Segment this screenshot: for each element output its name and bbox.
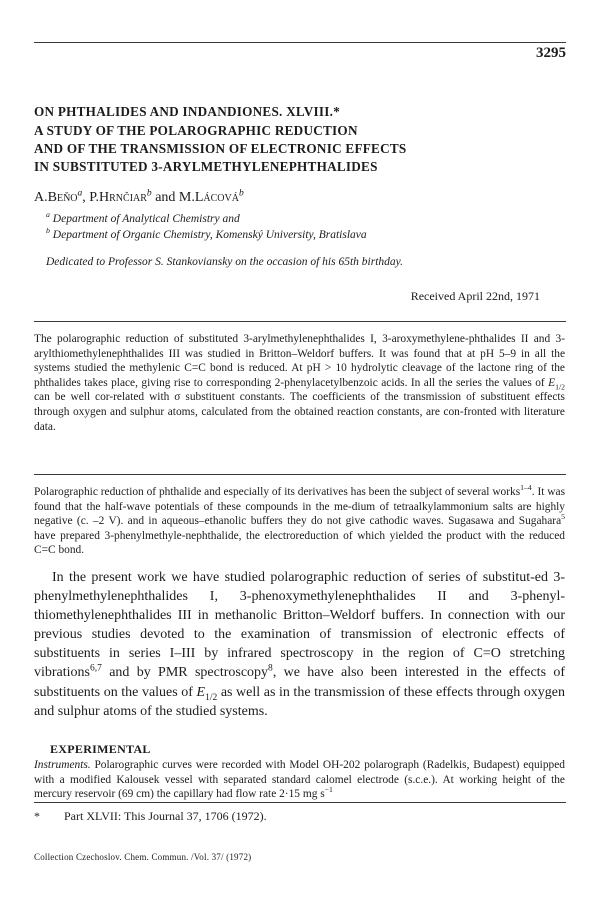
intro-paragraph-2 xyxy=(34,568,565,721)
abstract xyxy=(34,332,565,434)
intro-1-ref-2: 5 xyxy=(561,512,565,522)
intro-2-text-2: and by PMR spectroscopy xyxy=(101,665,269,681)
intro-1-text-3: have prepared 3-phenylmethyle-nephthalide, the electroreduction of which yielded the product with the reduced C=C bond. xyxy=(34,529,565,557)
author-2-name: Hrnčiar xyxy=(99,190,147,205)
title-line-1: ON PHTHALIDES AND INDANDIONES. XLVIII.* xyxy=(34,104,341,119)
author-2-affil-mark: b xyxy=(146,188,152,199)
title-line-4: IN SUBSTITUTED 3-ARYLMETHYLENEPHTHALIDES xyxy=(34,159,378,174)
header-rule xyxy=(34,42,566,43)
author-1-name: Beňo xyxy=(47,190,78,205)
author-3-initial: M. xyxy=(178,190,195,205)
affiliation-b-mark: b xyxy=(46,226,50,236)
title-line-3: AND OF THE TRANSMISSION OF ELECTRONIC EFFECTS xyxy=(34,141,407,156)
intro-1-ref-1: 1–4 xyxy=(520,483,532,493)
abstract-text-1: The polarographic reduction of substituted 3-arylmethylenephthalides I, 3-aroxymethylene-phthalides II and 3-arylthiomethylenephthalides III was studied in Britton–Weldorf buffers. It was found that at pH 5–9 in all the systems studied the methylenic C=C bond is reduced. At pH > 10 hydrolytic cleavage of the lactone ring of the phthalides takes place, giving rise to corresponding 2-phenylacetylbenzoic acids. In all the series the values of xyxy=(34,333,565,389)
author-sep-2: and xyxy=(151,190,179,205)
intro-1-text-1: Polarographic reduction of phthalide and especially of its derivatives has been the subject of several works xyxy=(34,486,521,498)
affiliation-b-text: Department of Organic Chemistry, Komenský University, Bratislava xyxy=(49,229,367,241)
footnote xyxy=(34,809,267,824)
intro-1-text-2: . It was found that the half-wave potentials of these compounds in the me-dium of tetraalkylammonium salts are highly negative (c. –2 V). and in aqueous–ethanolic buffers they do not give cathodic waves. Sugasawa and Sugahara xyxy=(34,486,566,528)
journal-footer: Collection Czechoslov. Chem. Commun. /Vol. 37/ (1972) xyxy=(34,852,252,862)
author-2-initial: P. xyxy=(89,190,100,205)
footnote-text: Part XLVII: This Journal 37, 1706 (1972). xyxy=(64,809,267,823)
affiliation-a xyxy=(46,212,240,226)
experimental-body xyxy=(34,758,565,802)
abstract-e-symbol: E xyxy=(548,376,556,389)
experimental-exponent: −1 xyxy=(324,785,333,795)
abstract-e-subscript: 1/2 xyxy=(555,382,565,392)
author-3-name: Lácová xyxy=(194,190,239,205)
abstract-top-rule xyxy=(34,321,566,322)
received-date: Received April 22nd, 1971 xyxy=(410,289,540,303)
author-3-affil-mark: b xyxy=(238,188,244,199)
intro-2-text-1: In the present work we have studied polarographic reduction of series of substitut-ed 3-phenylmethylenephthalides I, 3-phenoxymethylenephthalides II and 3-phenyl-thiomethylenephthalides III in methanolic Britton–Weldorf buffers. In connection with our previous studies devoted to the examination of transmission of electronic effects of substituents in series I–III by infrared spectroscopy in the region of C=O stretching vibrations xyxy=(34,570,565,681)
experimental-text: Polarographic curves were recorded with Model OH-202 polarograph (Radelkis, Budapest) equipped with a modified Kalousek vessel with separated standard calomel electrode (s.c.e.). At working height of the mercury reservoir (69 cm) the capillary had flow rate 2·15 mg s xyxy=(34,759,565,801)
author-list xyxy=(34,190,244,206)
experimental-lead: Instruments. xyxy=(34,759,91,771)
intro-2-text-4: as well as in the transmission of these effects through oxygen and sulphur atoms of the studied systems. xyxy=(34,684,565,719)
affiliation-b xyxy=(46,228,367,242)
footnote-rule xyxy=(34,802,566,803)
title-line-2: A STUDY OF THE POLAROGRAPHIC REDUCTION xyxy=(34,123,358,138)
author-1-affil-mark: a xyxy=(77,188,83,199)
author-1-initial: A. xyxy=(34,190,48,205)
dedication: Dedicated to Professor S. Stankoviansky on the occasion of his 65th birthday. xyxy=(46,256,403,268)
footnote-marker: * xyxy=(34,809,40,823)
abstract-text-2: can be well cor-related with σ substituent constants. The coefficients of the transmission of substituent effects through oxygen and sulphur atoms, calculated from the obtained reaction constants, are con-fronted with literature data. xyxy=(34,391,565,433)
page-number: 3295 xyxy=(536,45,566,61)
intro-2-ref-1: 6,7 xyxy=(90,663,102,674)
author-sep-1: , xyxy=(82,190,90,205)
intro-2-e-subscript: 1/2 xyxy=(205,692,218,703)
intro-paragraph-1 xyxy=(34,485,565,558)
affiliation-a-mark: a xyxy=(46,210,50,220)
experimental-heading: EXPERIMENTAL xyxy=(50,742,151,756)
intro-2-ref-2: 8 xyxy=(268,663,273,674)
abstract-bottom-rule xyxy=(34,474,566,475)
affiliation-a-text: Department of Analytical Chemistry and xyxy=(49,213,240,225)
intro-2-e-symbol: E xyxy=(196,684,206,700)
intro-2-text-3: , we have also been interested in the effects of substituents on the values of xyxy=(34,665,565,700)
